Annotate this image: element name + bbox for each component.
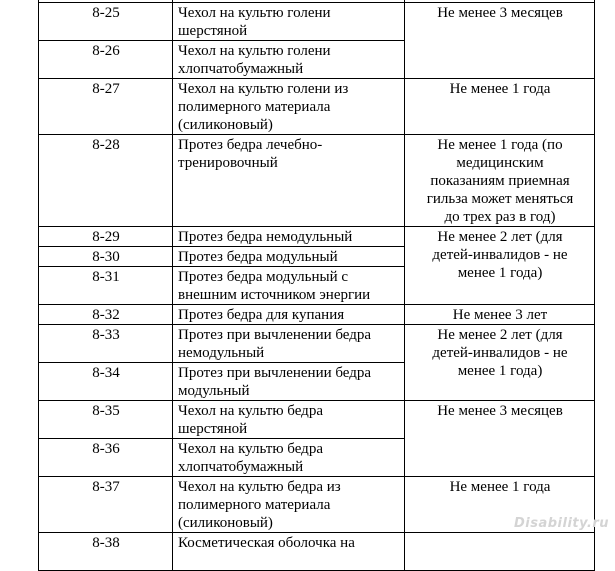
table-row: [39, 477, 595, 533]
table-row: [39, 135, 595, 227]
name-cell: Протез при вычленении бедра модульный: [173, 363, 405, 401]
name-cell: Чехол на культю бедра шерстяной: [173, 401, 405, 439]
code-cell: 8-25: [39, 3, 173, 41]
code-cell: 8-36: [39, 439, 173, 477]
table-row: [39, 3, 595, 41]
code-cell: 8-38: [39, 533, 173, 571]
table-row: [39, 533, 595, 571]
name-cell: Чехол на культю бедра хлопчатобумажный: [173, 439, 405, 477]
name-cell: Косметическая оболочка на: [173, 533, 405, 571]
table-row: [39, 227, 595, 247]
code-cell: 8-35: [39, 401, 173, 439]
code-cell: 8-37: [39, 477, 173, 533]
name-cell: Чехол на культю голени шерстяной: [173, 3, 405, 41]
prosthesis-table: [38, 0, 595, 571]
term-cell: Не менее 3 месяцев: [405, 401, 595, 477]
table-row: [39, 79, 595, 135]
name-cell: Протез при вычленении бедра немодульный: [173, 325, 405, 363]
term-cell: Не менее 3 месяцев: [405, 3, 595, 79]
table-row: [39, 305, 595, 325]
name-cell: Чехол на культю голени хлопчатобумажный: [173, 41, 405, 79]
code-cell: 8-30: [39, 247, 173, 267]
term-cell: Не менее 1 года: [405, 477, 595, 533]
code-cell: 8-32: [39, 305, 173, 325]
term-cell: [405, 533, 595, 571]
table-row: [39, 325, 595, 363]
code-cell: 8-27: [39, 79, 173, 135]
term-cell: Не менее 1 года (по медицинским показаниям приемная гильза может меняться до трех раз в год): [405, 135, 595, 227]
name-cell: Протез бедра немодульный: [173, 227, 405, 247]
term-cell: Не менее 2 лет (для детей-инвалидов - не менее 1 года): [405, 325, 595, 401]
code-cell: 8-33: [39, 325, 173, 363]
code-cell: 8-29: [39, 227, 173, 247]
code-cell: 8-31: [39, 267, 173, 305]
term-cell: Не менее 2 лет (для детей-инвалидов - не менее 1 года): [405, 227, 595, 305]
code-cell: 8-28: [39, 135, 173, 227]
table-row: [39, 401, 595, 439]
code-cell: 8-34: [39, 363, 173, 401]
term-cell: Не менее 1 года: [405, 79, 595, 135]
name-cell: Протез бедра модульный с внешним источником энергии: [173, 267, 405, 305]
name-cell: Чехол на культю голени из полимерного материала (силиконовый): [173, 79, 405, 135]
name-cell: Протез бедра лечебно- тренировочный: [173, 135, 405, 227]
watermark-logo: Disability.ru: [513, 516, 609, 531]
name-cell: Протез бедра модульный: [173, 247, 405, 267]
code-cell: 8-26: [39, 41, 173, 79]
name-cell: Чехол на культю бедра из полимерного материала (силиконовый): [173, 477, 405, 533]
name-cell: Протез бедра для купания: [173, 305, 405, 325]
term-cell: Не менее 3 лет: [405, 305, 595, 325]
